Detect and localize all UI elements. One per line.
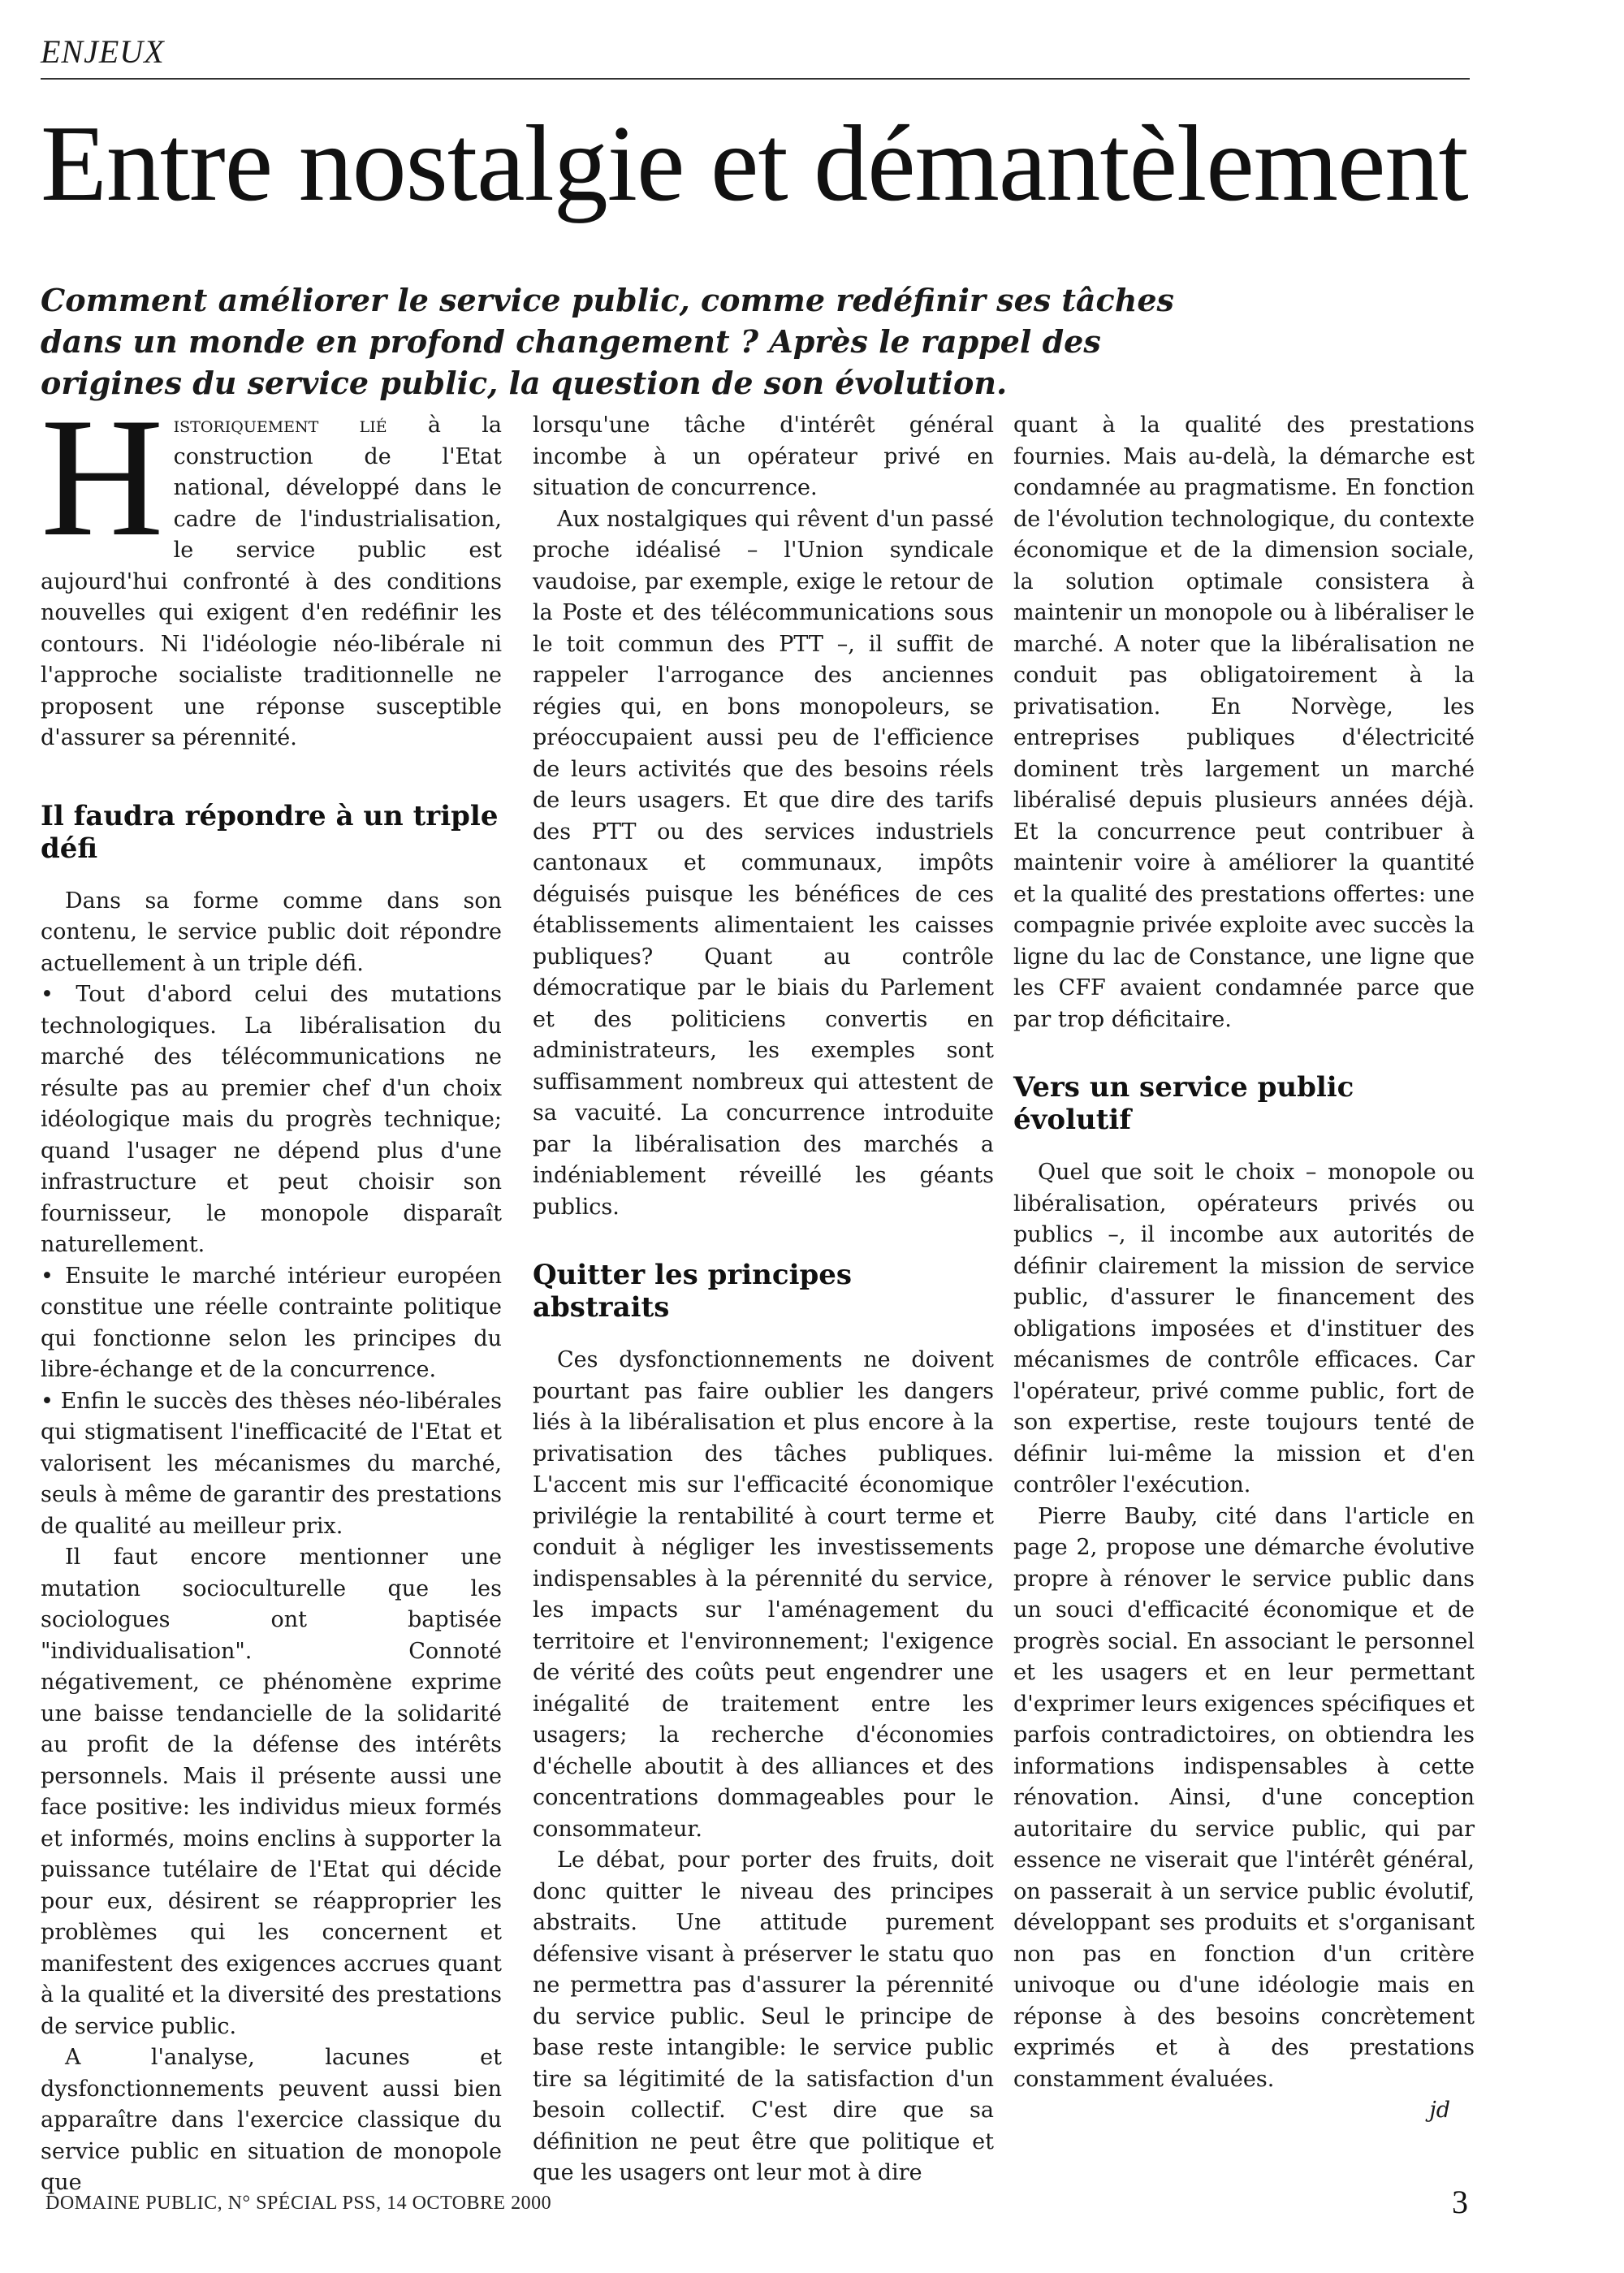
paragraph: quant à la qualité des prestations fournies. Mais au-delà, la démarche est condamnée au pragmatisme. En fonction de l'évolution technologique, du contexte économique et de la dimension sociale, la solution optimale consistera à maintenir un monopole ou à libéraliser le marché. A noter que la libéralisation ne conduit pas obligatoirement à la privatisation. En Norvège, les entreprises publiques d'électricité dominent très largement un marché libéralisé depuis plusieurs années déjà. Et la concurrence peut contribuer à maintenir voire à améliorer la quantité et la qualité des prestations offertes: une compagnie privée exploite avec succès la ligne du lac de Constance, une ligne que les CFF avaient condamnée parce que par trop déficitaire. (1013, 413, 1475, 1032)
intro-paragraph (41, 383, 502, 754)
paragraph: Quel que soit le choix – monopole ou libéralisation, opérateurs privés ou publics –, il incombe aux autorités de définir clairement la mission de service public, d'assurer le financement des obligations imposées et d'instituer des mécanismes de contrôle efficaces. Car l'opérateur, privé comme public, fort de son expertise, reste toujours tenté de définir lui-même la mission et d'en contrôler l'exécution. (1013, 1160, 1475, 1497)
paragraph: Il faut encore mentionner une mutation socioculturelle que les sociologues ont baptisée "individualisation". Connoté négativement, ce phénomène exprime une baisse tendancielle de la solidarité au profit de la défense des intérêts personnels. Mais il présente aussi une face positive: les individus mieux formés et informés, moins enclins à supporter la puissance tutélaire de l'Etat qui décide pour eux, désirent se réapproprier les problèmes qui les concernent et manifestent des exigences accrues quant à la qualité et la diversité des prestations de service public. (41, 1545, 502, 2039)
bullet-item: • Tout d'abord celui des mutations technologiques. La libéralisation du marché des télécommunications ne résulte pas au premier chef d'un choix idéologique mais du progrès technique; quand l'usager ne dépend plus d'une infrastructure et peut choisir son fournisseur, le monopole disparaît naturellement. (41, 982, 502, 1257)
drop-cap: H (41, 383, 164, 572)
article-lede: Comment améliorer le service public, comme redéfinir ses tâches dans un monde en profond changement ? Après le rappel des origines du service public, la question de son évolution. (41, 282, 1174, 401)
paragraph: lorsqu'une tâche d'intérêt général incombe à un opérateur privé en situation de concurrence. (533, 413, 994, 500)
paragraph: A l'analyse, lacunes et dysfonctionnements peuvent aussi bien apparaître dans l'exercice classique du service public en situation de monopole que (41, 2045, 502, 2195)
paragraph: Aux nostalgiques qui rêvent d'un passé proche idéalisé – l'Union syndicale vaudoise, par exemple, exige le retour de la Poste et des télécommunications sous le toit commun des PTT –, il suffit de rappeler l'arrogance des anciennes régies qui, en bons monopoleurs, se préoccupaient aussi peu de l'efficience de leurs activités que des besoins réels de leurs usagers. Et que dire des tarifs des PTT ou des services industriels cantonaux et communaux, impôts déguisés puisque les bénéfices de ces établissements alimentaient les caisses publiques? Quant au contrôle démocratique par le biais du Parlement et des politiciens convertis en administrateurs, les exemples sont suffisamment nombreux qui attestent de sa vacuité. La concurrence introduite par la libéralisation des marchés a indéniablement réveillé les géants publics. (533, 506, 994, 1220)
column-1 (41, 383, 502, 2195)
section-rubric: ENJEUX (41, 33, 165, 70)
bullet-item: • Ensuite le marché intérieur européen constitue une réelle contrainte politique qui fonctionne selon les principes du libre-échange et de la concurrence. (41, 1263, 502, 1382)
author-signature: jd (1429, 2098, 1450, 2123)
column-3 (1013, 410, 1475, 2148)
paragraph: Pierre Bauby, cité dans l'article en page 2, propose une démarche évolutive propre à rénover le service public dans un souci d'efficacité économique et de progrès social. En associant le personnel et les usagers et en leur permettant d'exprimer leurs exigences spécifiques et parfois contradictoires, on obtiendra les informations indispensables à cette rénovation. Ainsi, d'une conception autoritaire du service public, qui par essence ne viserait que l'intérêt général, on passerait à un service public évolutif, développant ses produits et s'organisant non pas en fonction d'un critère univoque ou d'une idéologie mais en réponse à des besoins concrètement exprimés et à des prestations constamment évaluées. (1013, 1503, 1475, 2092)
paragraph: Ces dysfonctionnements ne doivent pourtant pas faire oublier les dangers liés à la libéralisation et plus encore à la privatisation des tâches publiques. L'accent mis sur l'efficacité économique privilégie la rentabilité à court terme et conduit à négliger les investissements indispensables à la pérennité du service, les impacts sur l'aménagement du territoire et l'environnement; l'exigence de vérité des coûts peut engendrer une inégalité de traitement entre les usagers; la recherche d'économies d'échelle aboutit à des alliances et des concentrations dommageables pour le consommateur. (533, 1347, 994, 1842)
page-number: 3 (1452, 2184, 1468, 2220)
intro-text: à la construction de l'Etat national, développé dans le cadre de l'industrialisation, le service public est aujourd'hui confronté à des conditions nouvelles qui exigent d'en redéfinir les contours. Ni l'idéologie néo-libérale ni l'approche socialiste traditionnelle ne proposent une réponse susceptible d'assurer sa pérennité. (41, 413, 502, 750)
heading-service-evolutif: Vers un service public évolutif (1013, 1071, 1354, 1136)
bullet-item: • Enfin le succès des thèses néo-libérales qui stigmatisent l'inefficacité de l'Etat et valorisent les mécanismes du marché, seuls à même de garantir des prestations de qualité au meilleur prix. (41, 1388, 502, 1539)
paragraph: Dans sa forme comme dans son contenu, le service public doit répondre actuellement à un triple défi. (41, 888, 502, 976)
publication-footer: DOMAINE PUBLIC, N° SPÉCIAL PSS, 14 OCTOBRE 2000 (45, 2193, 552, 2214)
article-title: Entre nostalgie et démantèlement (41, 103, 1468, 223)
column-2 (533, 410, 994, 2185)
header-rule (41, 78, 1470, 80)
heading-triple-defi: Il faudra répondre à un triple défi (41, 799, 499, 865)
heading-principes-abstraits: Quitter les principes abstraits (533, 1259, 853, 1324)
intro-smallcaps: istoriquement lié (173, 413, 387, 438)
paragraph: Le débat, pour porter des fruits, doit donc quitter le niveau des principes abstraits. Une attitude purement défensive visant à préserver le statu quo ne permettra pas d'assurer la pérennité du service public. Seul le principe de base reste intangible: le service public tire sa légitimité de la satisfaction d'un besoin collectif. C'est dire que sa définition ne peut être que politique et que les usagers ont leur mot à dire (533, 1847, 994, 2185)
